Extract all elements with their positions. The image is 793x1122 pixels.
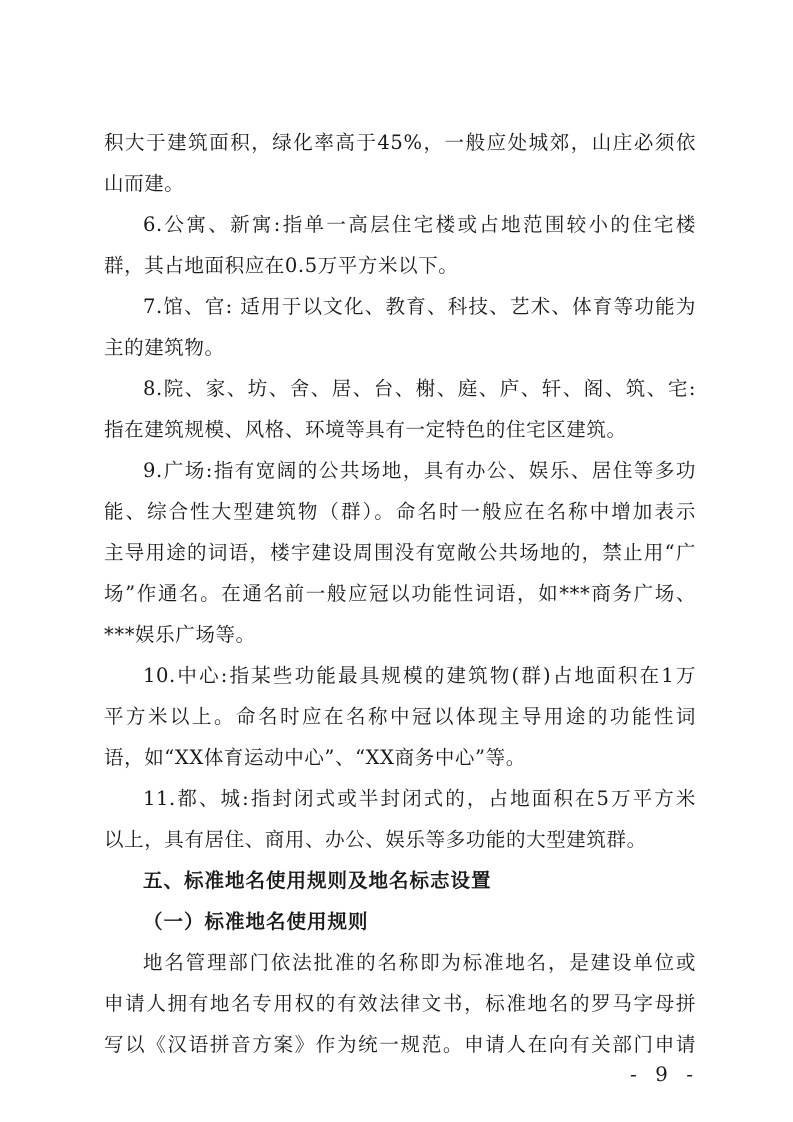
- text-line: 山而建。: [104, 172, 185, 195]
- text-line: 以上，具有居住、商用、办公、娱乐等多功能的大型建筑群。: [104, 828, 647, 851]
- text-line: ***娱乐广场等。: [104, 623, 256, 646]
- text-line: 地名管理部门依法批准的名称即为标准地名，是建设单位或: [143, 951, 696, 974]
- text-line: 写以《汉语拼音方案》作为统一规范。申请人在向有关部门申请: [104, 1033, 696, 1056]
- text-line: 群，其占地面积应在0.5万平方米以下。: [104, 254, 459, 277]
- section-heading: 五、标准地名使用规则及地名标志设置: [143, 869, 492, 892]
- text-line: 语，如“XX体育运动中心”、“XX商务中心”等。: [104, 746, 526, 769]
- text-line: 7.馆、官: 适用于以文化、教育、科技、艺术、体育等功能为: [143, 295, 696, 318]
- text-line: 8.院、家、坊、舍、居、台、榭、庭、庐、轩、阁、筑、宅:: [143, 377, 696, 400]
- text-line: 9.广场:指有宽阔的公共场地，具有办公、娱乐、居住等多功: [143, 459, 696, 482]
- text-line: 6.公寓、新寓:指单一高层住宅楼或占地范围较小的住宅楼: [143, 213, 696, 236]
- text-line: 能、综合性大型建筑物（群）。命名时一般应在名称中增加表示: [104, 500, 696, 523]
- text-line: 指在建筑规模、风格、环境等具有一定特色的住宅区建筑。: [104, 418, 627, 441]
- page-number: - 9 -: [630, 1062, 699, 1086]
- text-line: 10.中心:指某些功能最具规模的建筑物(群)占地面积在1万: [143, 664, 696, 687]
- text-line: 积大于建筑面积，绿化率高于45%，一般应处城郊，山庄必须依: [104, 131, 696, 154]
- subsection-heading: （一）标准地名使用规则: [143, 910, 369, 933]
- text-line: 主的建筑物。: [104, 336, 225, 359]
- text-line: 主导用途的词语，楼宇建设周围没有宽敞公共场地的，禁止用“广: [104, 541, 696, 564]
- text-line: 平方米以上。命名时应在名称中冠以体现主导用途的功能性词: [104, 705, 696, 728]
- text-line: 11.都、城:指封闭式或半封闭式的，占地面积在5万平方米: [143, 787, 696, 810]
- text-line: 场”作通名。在通名前一般应冠以功能性词语，如***商务广场、: [104, 582, 696, 605]
- text-line: 申请人拥有地名专用权的有效法律文书，标准地名的罗马字母拼: [104, 992, 696, 1015]
